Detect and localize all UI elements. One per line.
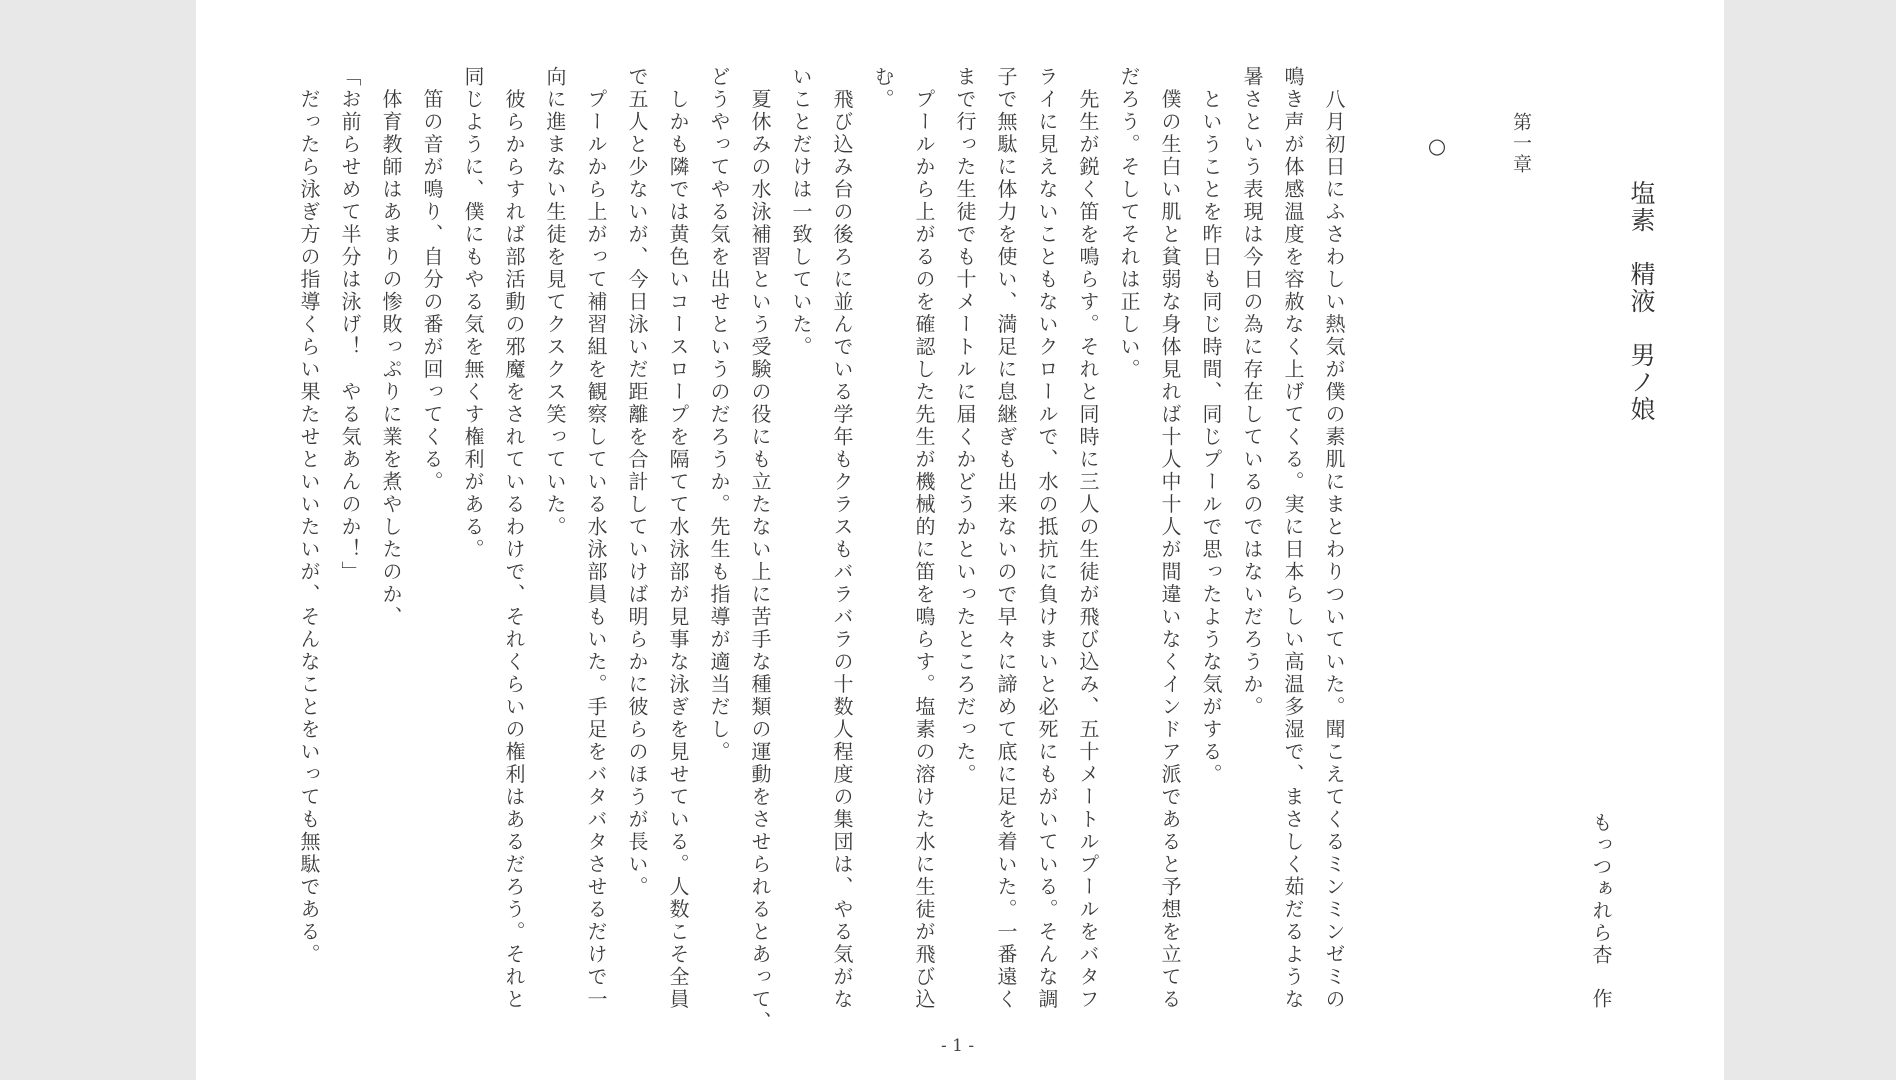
text-line: いことだけは一致していた。	[789, 66, 813, 359]
text-line: 僕の生白い肌と貧弱な身体見れば十人中十人が間違いなくインドア派であると予想を立てる	[1158, 66, 1182, 1011]
text-line: 鳴き声が体感温度を容赦なく上げてくる。実に日本らしい高温多湿で、まさしく茹だるような	[1281, 66, 1305, 1011]
text-line: 暑さという表現は今日の為に存在しているのではないだろうか。	[1240, 66, 1264, 719]
text-line: 彼らからすれば部活動の邪魔をされているわけで、それくらいの権利はあるだろう。それと	[502, 66, 526, 1011]
text-line: ライに見えないこともないクロールで、水の抵抗に負けまいと必死にもがいている。そんな調	[1035, 66, 1059, 1011]
text-line: まで行った生徒でも十メートルに届くかどうかといったところだった。	[953, 66, 977, 786]
page-number: - 1 -	[941, 1036, 975, 1056]
text-line: ということを昨日も同じ時間、同じプールで思ったような気がする。	[1199, 66, 1223, 786]
text-line: 夏休みの水泳補習という受験の役にも立たない上に苦手な種類の運動をさせられるとあって、	[748, 66, 772, 1034]
section-marker: ○	[1425, 134, 1449, 158]
text-line: プールから上がるのを確認した先生が機械的に笛を鳴らす。塩素の溶けた水に生徒が飛び込	[912, 66, 936, 1011]
chapter-heading: 第一章	[1510, 112, 1532, 175]
text-line: だったら泳ぎ方の指導くらい果たせといいたいが、そんなことをいっても無駄である。	[297, 66, 321, 966]
text-line: 飛び込み台の後ろに並んでいる学年もクラスもバラバラの十数人程度の集団は、やる気がな	[830, 66, 854, 1011]
document-title: 塩素 精液 男ノ娘	[1627, 180, 1656, 423]
text-line: しかも隣では黄色いコースロープを隔てて水泳部が見事な泳ぎを見せている。人数こそ全員	[666, 66, 690, 1011]
document-page	[196, 0, 1724, 1080]
text-line: 同じように、僕にもやる気を無くす権利がある。	[461, 66, 485, 561]
text-line: む。	[871, 66, 895, 111]
text-line: 子で無駄に体力を使い、満足に息継ぎも出来ないので早々に諦めて底に足を着いた。一番遠く	[994, 66, 1018, 1011]
text-line: どうやってやる気を出せというのだろうか。先生も指導が適当だし。	[707, 66, 731, 764]
text-line: 「お前らせめて半分は泳げ！ やる気あんのか！」	[338, 66, 362, 584]
text-line: 体育教師はあまりの惨敗っぷりに業を煮やしたのか、	[379, 66, 403, 629]
text-line: 向に進まない生徒を見てクスクス笑っていた。	[543, 66, 567, 539]
author-byline: もっつぁれら杏 作	[1589, 812, 1613, 1010]
text-line: プールから上がって補習組を観察している水泳部員もいた。手足をバタバタさせるだけで一	[584, 66, 608, 1011]
text-line: で五人と少ないが、今日泳いだ距離を合計していけば明らかに彼らのほうが長い。	[625, 66, 649, 899]
text-line: 八月初日にふさわしい熱気が僕の素肌にまとわりついていた。聞こえてくるミンミンゼミの	[1322, 66, 1346, 1011]
text-line: 先生が鋭く笛を鳴らす。それと同時に三人の生徒が飛び込み、五十メートルプールをバタフ	[1076, 66, 1100, 1011]
text-line: だろう。そしてそれは正しい。	[1117, 66, 1141, 381]
body-text	[288, 66, 1354, 1034]
text-line: 笛の音が鳴り、自分の番が回ってくる。	[420, 66, 444, 494]
